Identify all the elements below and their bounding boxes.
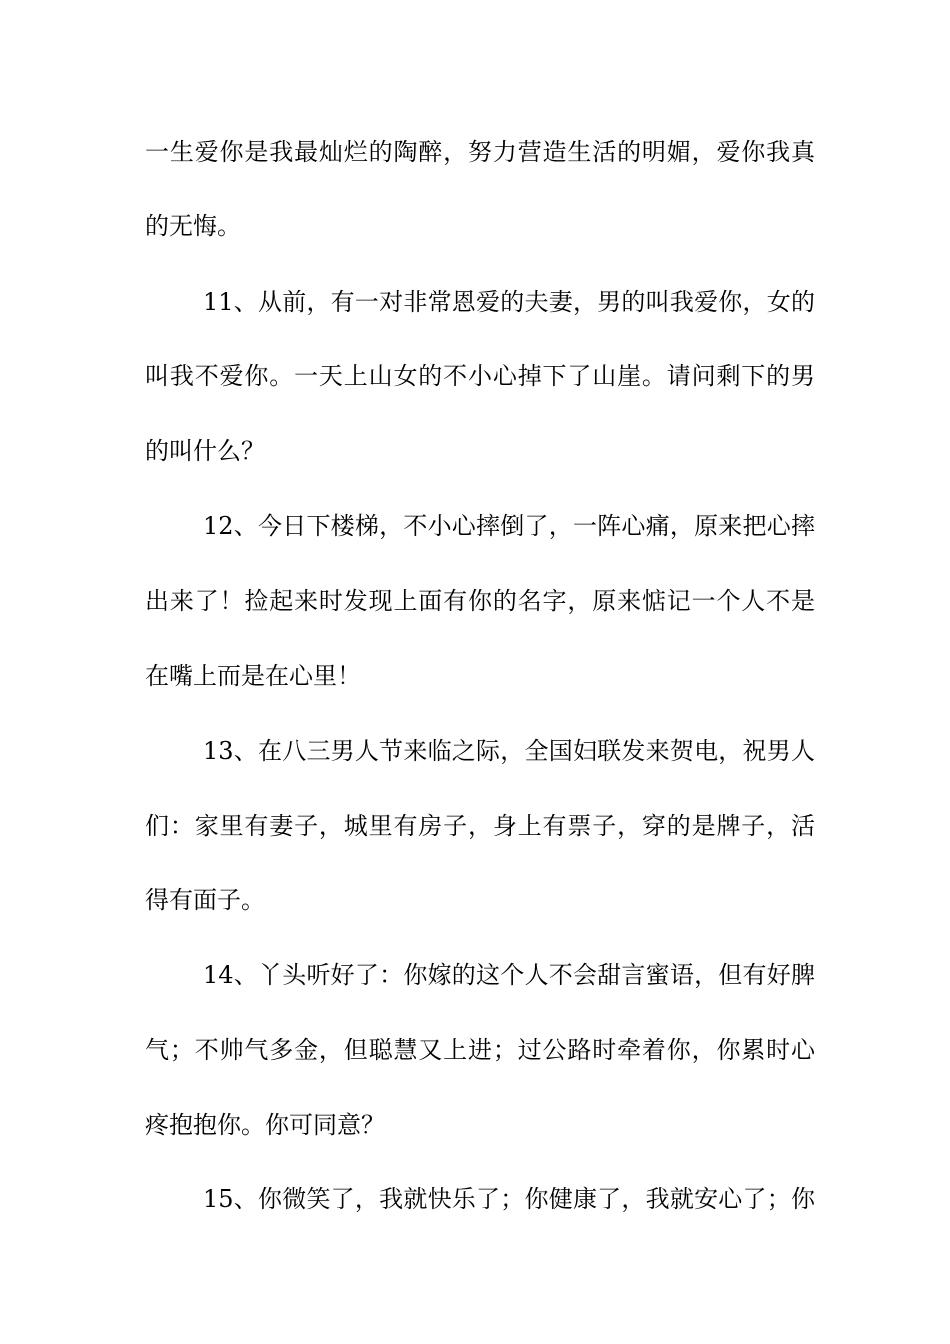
text-line: 得有面子。 bbox=[145, 886, 265, 914]
text-line: 一生爱你是我最灿烂的陶醉，努力营造生活的明媚，爱你我真 bbox=[145, 138, 815, 166]
text-line: 的叫什么？ bbox=[145, 437, 265, 465]
text-line: 13、在八三男人节来临之际，全国妇联发来贺电，祝男人 bbox=[203, 737, 815, 765]
text-line: 疼抱抱你。你可同意？ bbox=[145, 1111, 385, 1139]
text-line: 出来了！捡起来时发现上面有你的名字，原来惦记一个人不是 bbox=[145, 587, 815, 615]
text-line: 叫我不爱你。一天上山女的不小心掉下了山崖。请问剩下的男 bbox=[145, 362, 815, 390]
text-line: 的无悔。 bbox=[145, 212, 241, 240]
text-line: 气；不帅气多金，但聪慧又上进；过公路时牵着你，你累时心 bbox=[145, 1036, 815, 1064]
text-line: 15、你微笑了，我就快乐了；你健康了，我就安心了；你 bbox=[203, 1185, 815, 1213]
text-line: 11、从前，有一对非常恩爱的夫妻，男的叫我爱你，女的 bbox=[203, 288, 815, 316]
text-line: 们：家里有妻子，城里有房子，身上有票子，穿的是牌子，活 bbox=[145, 812, 815, 840]
text-line: 14、丫头听好了：你嫁的这个人不会甜言蜜语，但有好脾 bbox=[203, 961, 815, 989]
text-line: 在嘴上而是在心里！ bbox=[145, 662, 361, 690]
text-line: 12、今日下楼梯，不小心摔倒了，一阵心痛，原来把心摔 bbox=[203, 512, 815, 540]
